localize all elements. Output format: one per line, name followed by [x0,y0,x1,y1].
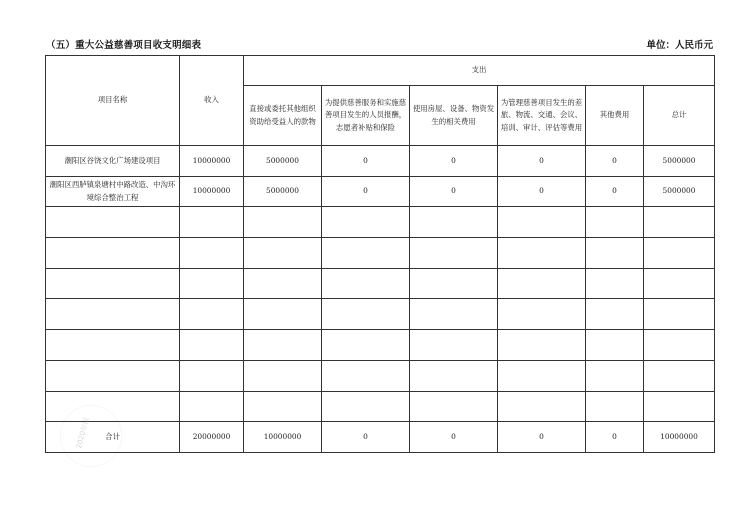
row-cell: 0 [498,176,586,207]
empty-row [46,360,715,391]
total-label: 合计 [46,422,180,453]
total-income: 20000000 [180,422,244,453]
empty-row [46,268,715,299]
total-cell: 10000000 [644,422,715,453]
row-cell: 5000000 [244,146,322,177]
empty-row [46,238,715,269]
header-col-direct-aid: 直接或委托其他组织资助给受益人的款物 [244,86,322,146]
row-cell: 0 [586,176,644,207]
row-cell: 0 [322,146,410,177]
empty-row [46,207,715,238]
total-cell: 10000000 [244,422,322,453]
total-cell: 0 [586,422,644,453]
total-cell: 0 [410,422,498,453]
row-income: 10000000 [180,146,244,177]
empty-row [46,391,715,422]
header-income: 收入 [180,56,244,146]
row-project-name: 潮阳区谷饶文化广场建设项目 [46,146,180,177]
header-col-personnel: 为提供慈善服务和实施慈善项目发生的人员报酬，志愿者补贴和保险 [322,86,410,146]
unit-label: 单位：人民币元 [646,40,713,51]
total-cell: 0 [322,422,410,453]
header-col-management: 为管理慈善项目发生的差旅、物流、交通、会议、培训、审计、评估等费用 [498,86,586,146]
table-title: （五）重大公益慈善项目收支明细表 [46,40,202,51]
header-col-other: 其他费用 [586,86,644,146]
total-row [46,422,715,453]
row-cell: 0 [586,146,644,177]
empty-row [46,330,715,361]
header-col-total: 总计 [644,86,715,146]
table-row [46,176,715,207]
table-row [46,146,715,177]
row-cell: 5000000 [644,176,715,207]
row-cell: 0 [410,176,498,207]
empty-row [46,299,715,330]
row-cell: 0 [410,146,498,177]
header-expense: 支出 [244,56,715,86]
row-income: 10000000 [180,176,244,207]
row-cell: 5000000 [244,176,322,207]
total-cell: 0 [498,422,586,453]
stamp-text: 2020年报 [74,416,91,450]
row-project-name: 潮阳区西胪镇泉塘村中路改造、中沟环境综合整治工程 [46,176,180,207]
row-cell: 5000000 [644,146,715,177]
header-project-name: 项目名称 [46,56,180,146]
expense-detail-table [45,55,715,453]
row-cell: 0 [322,176,410,207]
header-row-1 [46,56,715,86]
row-cell: 0 [498,146,586,177]
header-col-facilities: 使用房屋、设备、物资发生的相关费用 [410,86,498,146]
